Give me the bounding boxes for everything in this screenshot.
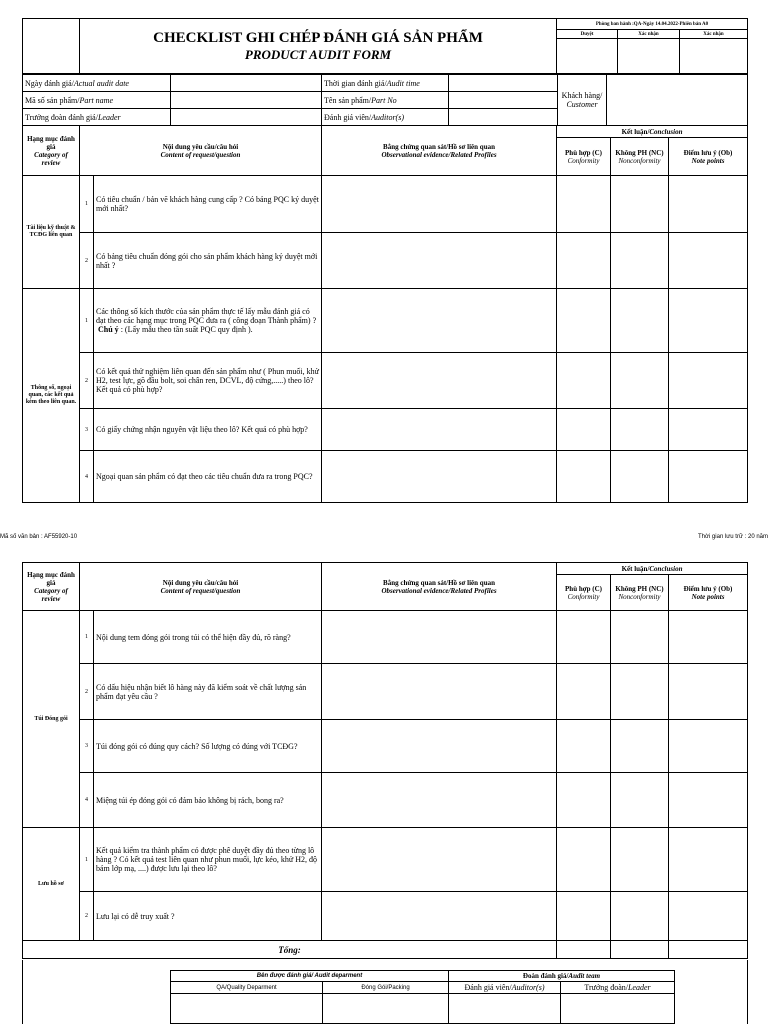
form-title-en: PRODUCT AUDIT FORM [244,47,392,62]
total-nonconform-field[interactable] [611,941,669,959]
note-header: Điểm lưu ý (Ob) Note points [669,138,748,176]
question-text: Lưu lại có dễ truy xuất ? [94,892,322,941]
form-title-vi: CHECKLIST GHI CHÉP ĐÁNH GIÁ SẢN PHẨM [153,30,483,46]
nonconform-field[interactable] [611,176,669,233]
table-row: 2 Có dấu hiệu nhận biết lô hàng này đã kiểm soát về chất lượng sản phẩm đạt yêu cầu ? [23,664,748,720]
audit-form-header [22,18,748,74]
conform-field[interactable] [557,451,611,503]
conclusion-header: Kết luận/Conclusion [557,563,748,575]
total-row [23,941,748,959]
note-field[interactable] [669,664,748,720]
conform-field[interactable] [557,611,611,664]
document-code: Mã số văn bản : AF55920-10 [0,534,78,540]
table-row: 4 Ngoại quan sản phẩm có đạt theo các tiêu chuẩn đưa ra trong PQC? [23,451,748,503]
signature-table [170,970,675,1024]
evidence-field[interactable] [322,773,557,828]
evidence-header: Bằng chứng quan sát/Hồ sơ liên quan Observational evidence/Related Profiles [322,563,557,611]
conform-field[interactable] [557,720,611,773]
leader-sign-label: Trưởng đoàn/Leader [561,982,675,994]
nonconform-header: Không PH (NC) Nonconformity [611,575,669,611]
nonconform-field[interactable] [611,892,669,941]
conform-field[interactable] [557,892,611,941]
part-name-label: Mã số sản phẩm/Part name [23,92,171,109]
note-field[interactable] [669,176,748,233]
category-cell: Lưu hồ sơ [23,828,80,941]
audit-time-label: Thời gian đánh giá/Audit time [322,75,449,92]
note-field[interactable] [669,233,748,289]
nonconform-field[interactable] [611,828,669,892]
customer-label: Khách hàng/ Customer [558,75,607,126]
table-row: Tài liệu kỹ thuật & TCĐG liên quan 1 Có tiêu chuẩn / bản vẽ khách hàng cung cấp ? Có bảng PQC ký duyệt mới nhất? [23,176,748,233]
packing-signature-field[interactable] [323,994,449,1024]
approve-label: Duyệt [557,30,618,39]
note-field[interactable] [669,451,748,503]
conform-field[interactable] [557,664,611,720]
conclusion-header: Kết luận/Conclusion [557,126,748,138]
evidence-field[interactable] [322,451,557,503]
conform-field[interactable] [557,409,611,451]
audit-date-field[interactable] [171,75,322,92]
nonconform-field[interactable] [611,664,669,720]
content-header: Nội dung yêu cầu/câu hỏi Content of request/question [80,126,322,176]
packing-dept-label: Đóng Gói/Packing [323,982,449,994]
nonconform-field[interactable] [611,353,669,409]
qa-signature-field[interactable] [171,994,323,1024]
question-text: Nội dung tem đóng gói trong túi có thể hiện đầy đủ, rõ ràng? [94,611,322,664]
leader-signature-field[interactable] [561,994,675,1024]
content-header: Nội dung yêu cầu/câu hỏi Content of request/question [80,563,322,611]
conform-field[interactable] [557,176,611,233]
evidence-field[interactable] [322,828,557,892]
nonconform-field[interactable] [611,611,669,664]
evidence-field[interactable] [322,611,557,664]
auditor-field[interactable] [449,109,558,126]
note-field[interactable] [669,353,748,409]
part-no-field[interactable] [449,92,558,109]
part-name-field[interactable] [171,92,322,109]
audit-date-label: Ngày đánh giá/Actual audit date [23,75,171,92]
table-row: Thông số, ngoại quan, các kết quả kèm theo liên quan. 1 Các thông số kích thước của sản phẩm thực tế lấy mẫu đánh giá có đạt theo các hạng mục trong PQC đưa ra ( công đoạn Thành phẩm) ? Chú ý : (Lấy mẫu theo tần suất PQC quy định ). [23,289,748,353]
question-text: Túi đóng gói có đúng quy cách? Số lượng có đúng với TCĐG? [94,720,322,773]
conform-header: Phù hợp (C) Conformity [557,138,611,176]
question-text: Kết quả kiểm tra thành phẩm có được phê duyệt đầy đủ theo từng lô hàng ? Có kết quả test liên quan như phun muối, lực kéo, khử H2, độ bám lớp mạ, ....) được lưu lại theo lô? [94,828,322,892]
issue-info: Phòng ban hành :QA-Ngày 14.04.2022-Phiên bản A0 [557,19,748,30]
conform-field[interactable] [557,233,611,289]
category-header: Hạng mục đánh giá Category of review [23,563,80,611]
evidence-field[interactable] [322,353,557,409]
approve-sign[interactable] [557,39,618,74]
confirm-label-1: Xác nhận [618,30,680,39]
evidence-header: Bằng chứng quan sát/Hồ sơ liên quan Observational evidence/Related Profiles [322,126,557,176]
checklist-table-1 [22,125,748,503]
confirm-sign-1[interactable] [618,39,680,74]
auditor-label: Đánh giá viên/Auditor(s) [322,109,449,126]
conform-field[interactable] [557,353,611,409]
question-text: Ngoại quan sản phẩm có đạt theo các tiêu chuẩn đưa ra trong PQC? [94,451,322,503]
question-text: Có bảng tiêu chuẩn đóng gói cho sản phẩm khách hàng ký duyệt mới nhất ? [94,233,322,289]
audited-side-header: Bên được đánh giá/ Audit deparment [171,971,449,982]
conform-header: Phù hợp (C) Conformity [557,575,611,611]
auditor-sign-label: Đánh giá viên/Auditor(s) [449,982,561,994]
confirm-label-2: Xác nhận [680,30,748,39]
question-text: Có tiêu chuẩn / bản vẽ khách hàng cung cấp ? Có bảng PQC ký duyệt mới nhất? [94,176,322,233]
retention-period: Thời gian lưu trữ : 20 năm [698,534,768,540]
category-cell: Thông số, ngoại quan, các kết quả kèm theo liên quan. [23,289,80,503]
table-row: Lưu hồ sơ 1 Kết quả kiểm tra thành phẩm có được phê duyệt đầy đủ theo từng lô hàng ? Có kết quả test liên quan như phun muối, lực kéo, khử H2, độ bám lớp mạ, ....) được lưu lại theo lô? [23,828,748,892]
leader-label: Trưởng đoàn đánh giá/Leader [23,109,171,126]
question-text: Có kết quả thử nghiệm liên quan đến sản phẩm như ( Phun muối, khử H2, test lực, gõ đầu bolt, soi chân ren, DCVL, độ cứng,.....) theo lô? Kết quả có phù hợp? [94,353,322,409]
question-text: Miệng túi ép đóng gói có đảm bảo không bị rách, bong ra? [94,773,322,828]
evidence-field[interactable] [322,892,557,941]
total-label: Tổng: [23,941,557,959]
conform-field[interactable] [557,289,611,353]
note-field[interactable] [669,828,748,892]
conform-field[interactable] [557,828,611,892]
customer-field[interactable] [607,75,748,126]
evidence-field[interactable] [322,176,557,233]
conform-field[interactable] [557,773,611,828]
question-text: Có dấu hiệu nhận biết lô hàng này đã kiểm soát về chất lượng sản phẩm đạt yêu cầu ? [94,664,322,720]
note-field[interactable] [669,611,748,664]
nonconform-field[interactable] [611,720,669,773]
note-field[interactable] [669,409,748,451]
audit-info-table [22,74,748,126]
table-row: 2 Có kết quả thử nghiệm liên quan đến sản phẩm như ( Phun muối, khử H2, test lực, gõ đầu bolt, soi chân ren, DCVL, độ cứng,.....) theo lô? Kết quả có phù hợp? [23,353,748,409]
logo-cell [23,19,80,74]
nonconform-field[interactable] [611,233,669,289]
confirm-sign-2[interactable] [680,39,748,74]
checklist-table-2 [22,562,748,959]
total-note-field[interactable] [669,941,748,959]
audit-time-field[interactable] [449,75,558,92]
nonconform-field[interactable] [611,451,669,503]
total-conform-field[interactable] [557,941,611,959]
audit-team-header: Đoàn đánh giá/Audit team [449,971,675,982]
evidence-field[interactable] [322,233,557,289]
table-row: 3 Có giấy chứng nhận nguyên vật liệu theo lô? Kết quả có phù hợp? [23,409,748,451]
qa-dept-label: QA/Quality Deparment [171,982,323,994]
nonconform-field[interactable] [611,289,669,353]
part-no-label: Tên sản phẩm/Part No [322,92,449,109]
table-row: Túi Đóng gói 1 Nội dung tem đóng gói trong túi có thể hiện đầy đủ, rõ ràng? [23,611,748,664]
evidence-field[interactable] [322,289,557,353]
table-row: 2 Có bảng tiêu chuẩn đóng gói cho sản phẩm khách hàng ký duyệt mới nhất ? [23,233,748,289]
evidence-field[interactable] [322,720,557,773]
leader-field[interactable] [171,109,322,126]
note-field[interactable] [669,720,748,773]
nonconform-field[interactable] [611,773,669,828]
table-row: 4 Miệng túi ép đóng gói có đảm bảo không bị rách, bong ra? [23,773,748,828]
table-row: 2 Lưu lại có dễ truy xuất ? [23,892,748,941]
question-text: Có giấy chứng nhận nguyên vật liệu theo lô? Kết quả có phù hợp? [94,409,322,451]
question-text: Các thông số kích thước của sản phẩm thực tế lấy mẫu đánh giá có đạt theo các hạng mục trong PQC đưa ra ( công đoạn Thành phẩm) ? Chú ý : (Lấy mẫu theo tần suất PQC quy định ). [94,289,322,353]
table-row: 3 Túi đóng gói có đúng quy cách? Số lượng có đúng với TCĐG? [23,720,748,773]
auditor-signature-field[interactable] [449,994,561,1024]
note-field[interactable] [669,289,748,353]
nonconform-header: Không PH (NC) Nonconformity [611,138,669,176]
category-cell: Tài liệu kỹ thuật & TCĐG liên quan [23,176,80,289]
evidence-field[interactable] [322,409,557,451]
category-header: Hạng mục đánh giá Category of review [23,126,80,176]
evidence-field[interactable] [322,664,557,720]
note-field[interactable] [669,773,748,828]
note-header: Điểm lưu ý (Ob) Note points [669,575,748,611]
note-field[interactable] [669,892,748,941]
category-cell: Túi Đóng gói [23,611,80,828]
nonconform-field[interactable] [611,409,669,451]
